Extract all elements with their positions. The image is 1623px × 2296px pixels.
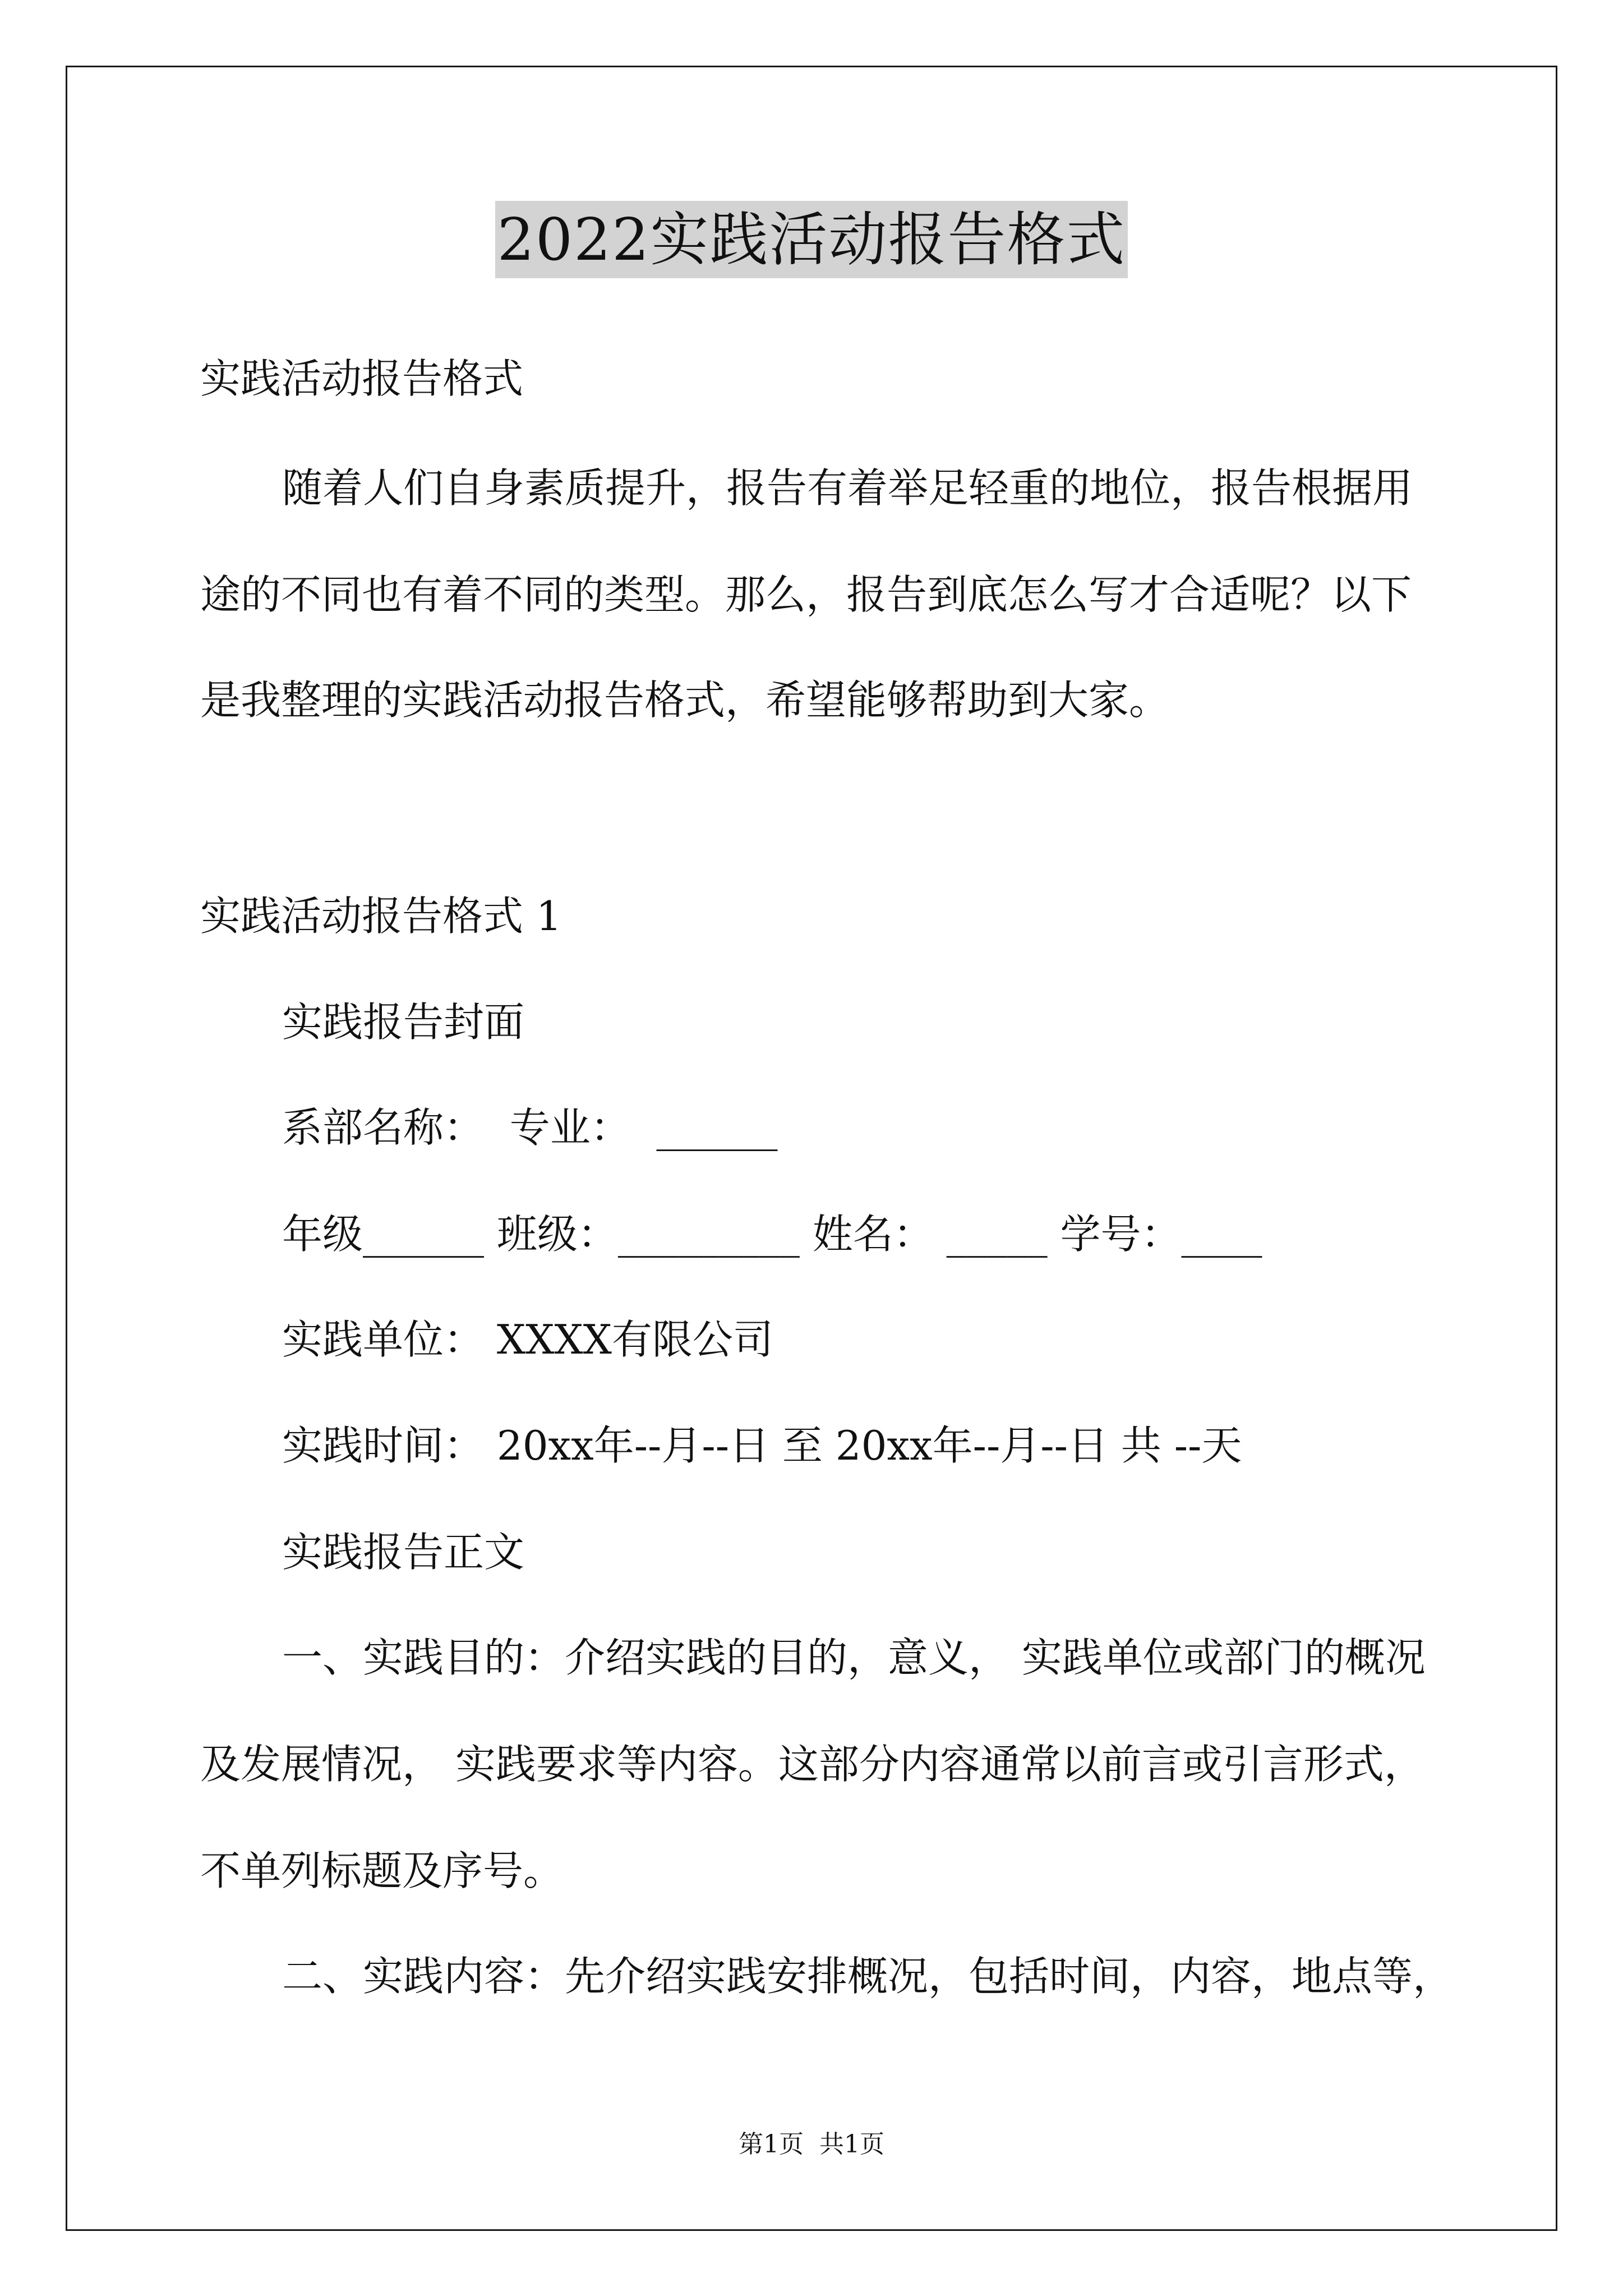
cover-heading: 实践报告封面 bbox=[282, 999, 525, 1046]
field-time: 实践时间： 20xx年--月--日 至 20xx年--月--日 共 --天 bbox=[282, 1422, 1242, 1469]
page-footer: 第1页 共1页 bbox=[739, 2130, 884, 2159]
title-container bbox=[0, 201, 1623, 278]
subtitle: 实践活动报告格式 bbox=[200, 355, 524, 402]
field-unit: 实践单位： XXXX有限公司 bbox=[282, 1316, 773, 1363]
purpose-line-1: 一、实践目的：介绍实践的目的，意义， 实践单位或部门的概况 bbox=[282, 1634, 1426, 1681]
purpose-line-2: 及发展情况， 实践要求等内容。这部分内容通常以前言或引言形式， bbox=[200, 1741, 1424, 1788]
field-grade: 年级______ 班级：_________ 姓名： _____ 学号：____ bbox=[282, 1211, 1262, 1258]
field-department: 系部名称： 专业： ______ bbox=[282, 1104, 778, 1151]
intro-line-1: 随着人们自身素质提升，报告有着举足轻重的地位，报告根据用 bbox=[282, 464, 1413, 512]
content-line: 二、实践内容：先介绍实践安排概况，包括时间，内容，地点等， bbox=[282, 1953, 1454, 2000]
document-title: 2022实践活动报告格式 bbox=[495, 201, 1128, 278]
intro-line-2: 途的不同也有着不同的类型。那么，报告到底怎么写才合适呢？以下 bbox=[200, 571, 1412, 618]
body-heading: 实践报告正文 bbox=[282, 1529, 525, 1576]
purpose-line-3: 不单列标题及序号。 bbox=[200, 1847, 564, 1894]
intro-line-3: 是我整理的实践活动报告格式，希望能够帮助到大家。 bbox=[200, 677, 1170, 724]
section-heading: 实践活动报告格式 1 bbox=[200, 892, 562, 940]
